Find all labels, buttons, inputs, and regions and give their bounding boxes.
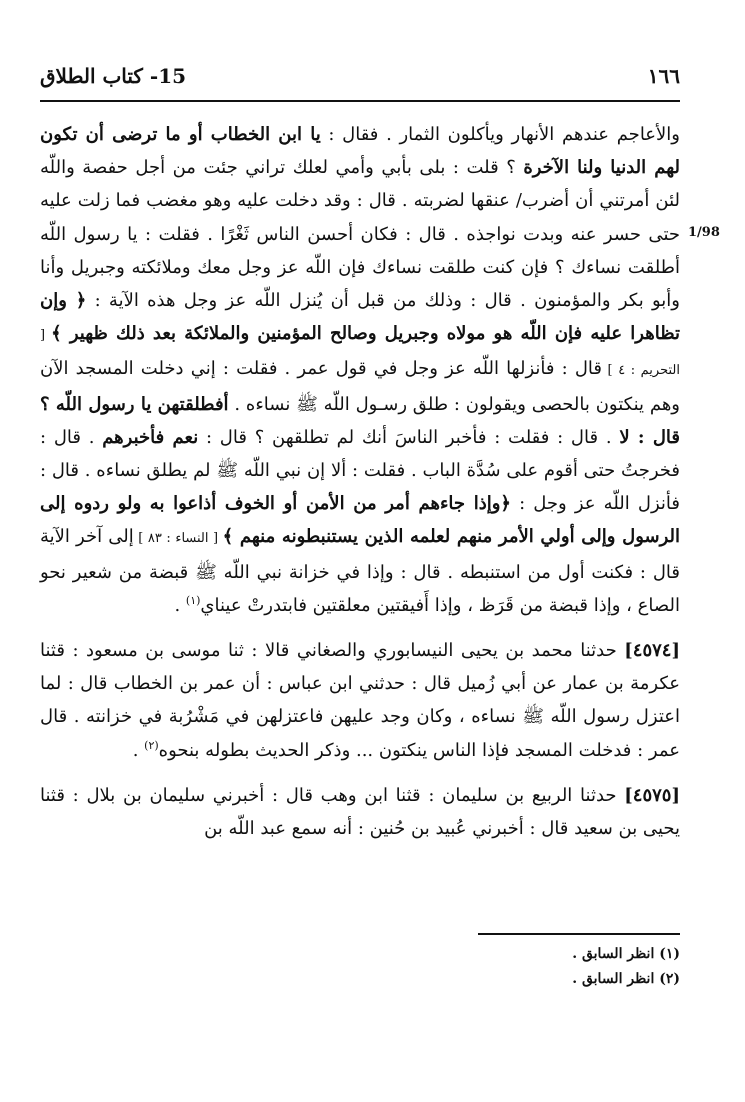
text-run: ؟ قلت : بلى بأبي وأمي لعلك تراني جئت من أجل حفصة واللّه لئن أمرتني أن أضرب/ عنقها لضربته . قال : وقد دخلت عليه وهو مغضب فما زلت عليه حتى حسر عنه وبدت نواجذه . قال : فكان أحسن الناس ثَغْرًا . فقلت : يا رسول اللّه أطلقت نساءك ؟ فإن كنت طلقت نساءك فإن اللّه عز وجل معك وملائكته وجبريل وأنا وأبو بكر والمؤمنون . قال : وذلك من قبل أن يُنزل اللّه عز وجل هذه الآية :: [40, 157, 680, 312]
bold-quote: نعم فأخبرهم: [102, 426, 199, 448]
quran-verse: ﴿ وإن تظاهرا عليه فإن اللّه هو مولاه وجبريل وصالح المؤمنين والملائكة بعد ذلك ظهير ﴾: [40, 290, 680, 345]
text-run: حدثنا الربيع بن سليمان : قثنا ابن وهب قال : أخبرني سليمان بن بلال : قثنا يحيى بن سعيد قال : أخبرني عُبيد بن حُنين : أنه سمع عبد اللّه بن: [40, 784, 680, 840]
verse-reference: [ النساء : ٨٣ ]: [133, 531, 223, 547]
footnote-rule: [478, 933, 680, 935]
footnote-ref: (٢): [144, 738, 159, 752]
hadith-text-paragraph: [40, 118, 680, 622]
footnotes: [40, 942, 680, 992]
footnote-2: (٢) انظر السابق .: [572, 971, 680, 987]
text-run: حدثنا محمد بن يحيى النيسابوري والصغاني قالا : ثنا موسى بن مسعود : قثنا عكرمة بن عمار عن أبي زُميل قال : حدثني ابن عباس : أن عمر بن الخطاب قال : لما اعتزل رسول اللّه ﷺ نساءه ، وكان وجد عليهن فاعتزلهن في مَشْرُبة في خزانته . قال عمر : فدخلت المسجد فإذا الناس ينكتون ... وذكر الحديث بطوله بنحوه: [40, 640, 680, 761]
page-header: [40, 60, 680, 100]
verse-reference: [ التحريم : ٤ ]: [40, 328, 680, 379]
hadith-4575: [40, 779, 680, 845]
hadith-4574: [40, 634, 680, 767]
text-run: .: [174, 594, 186, 616]
text-run: قال : فأنزلها اللّه عز وجل في قول عمر . فقلت : إني دخلت المسجد الآن وهم ينكتون بالحصى ويقولون : طلق رسـول اللّه ﷺ نساءه .: [40, 358, 681, 415]
hadith-number: [٤٥٧٤]: [624, 640, 680, 662]
header-rule: [40, 100, 680, 102]
chapter-title: 15- كتاب الطلاق: [40, 64, 187, 88]
footnote-ref: (١): [185, 593, 201, 607]
margin-folio-note: 1/98: [688, 225, 720, 240]
bold-quote: أفطلقتهن يا رسول اللّه ؟ قال : لا: [40, 393, 680, 448]
quran-verse: ﴿وإذا جاءهم أمر من الأمن أو الخوف أذاعوا به ولو ردوه إلى الرسول وإلى أولي الأمر منهم لعلمه الذين يستنبطونه منهم ﴾: [40, 493, 680, 548]
text-run: .: [132, 739, 145, 761]
text-run: والأعاجم عندهم الأنهار ويأكلون الثمار . فقال :: [320, 124, 680, 145]
footnote-1: (١) انظر السابق .: [572, 946, 680, 962]
main-text: [40, 118, 680, 845]
hadith-number: [٤٥٧٥]: [624, 784, 680, 806]
page-number: ١٦٦: [647, 64, 680, 88]
text-run: . قال : فقلت : فأخبر الناسَ أنك لم تطلقهن ؟ قال :: [198, 426, 620, 448]
text-run: . قال : فخرجتُ حتى أقوم على سُدَّة الباب . فقلت : ألا إن نبي اللّه ﷺ لم يطلق نساءه . قال : فأنزل اللّه عز وجل :: [40, 426, 680, 515]
text-run: إلى آخر الآية قال : فكنت أول من استنبطه . قال : وإذا في خزانة نبي اللّه ﷺ قبضة من شعير نحو الصاع ، وإذا قبضة من قَرَظ ، وإذا أَفيقتين معلقتين فابتدرتْ عيناي: [40, 526, 680, 616]
bold-quote: يا ابن الخطاب أو ما ترضى أن تكون لهم الدنيا ولنا الآخرة: [40, 124, 680, 179]
